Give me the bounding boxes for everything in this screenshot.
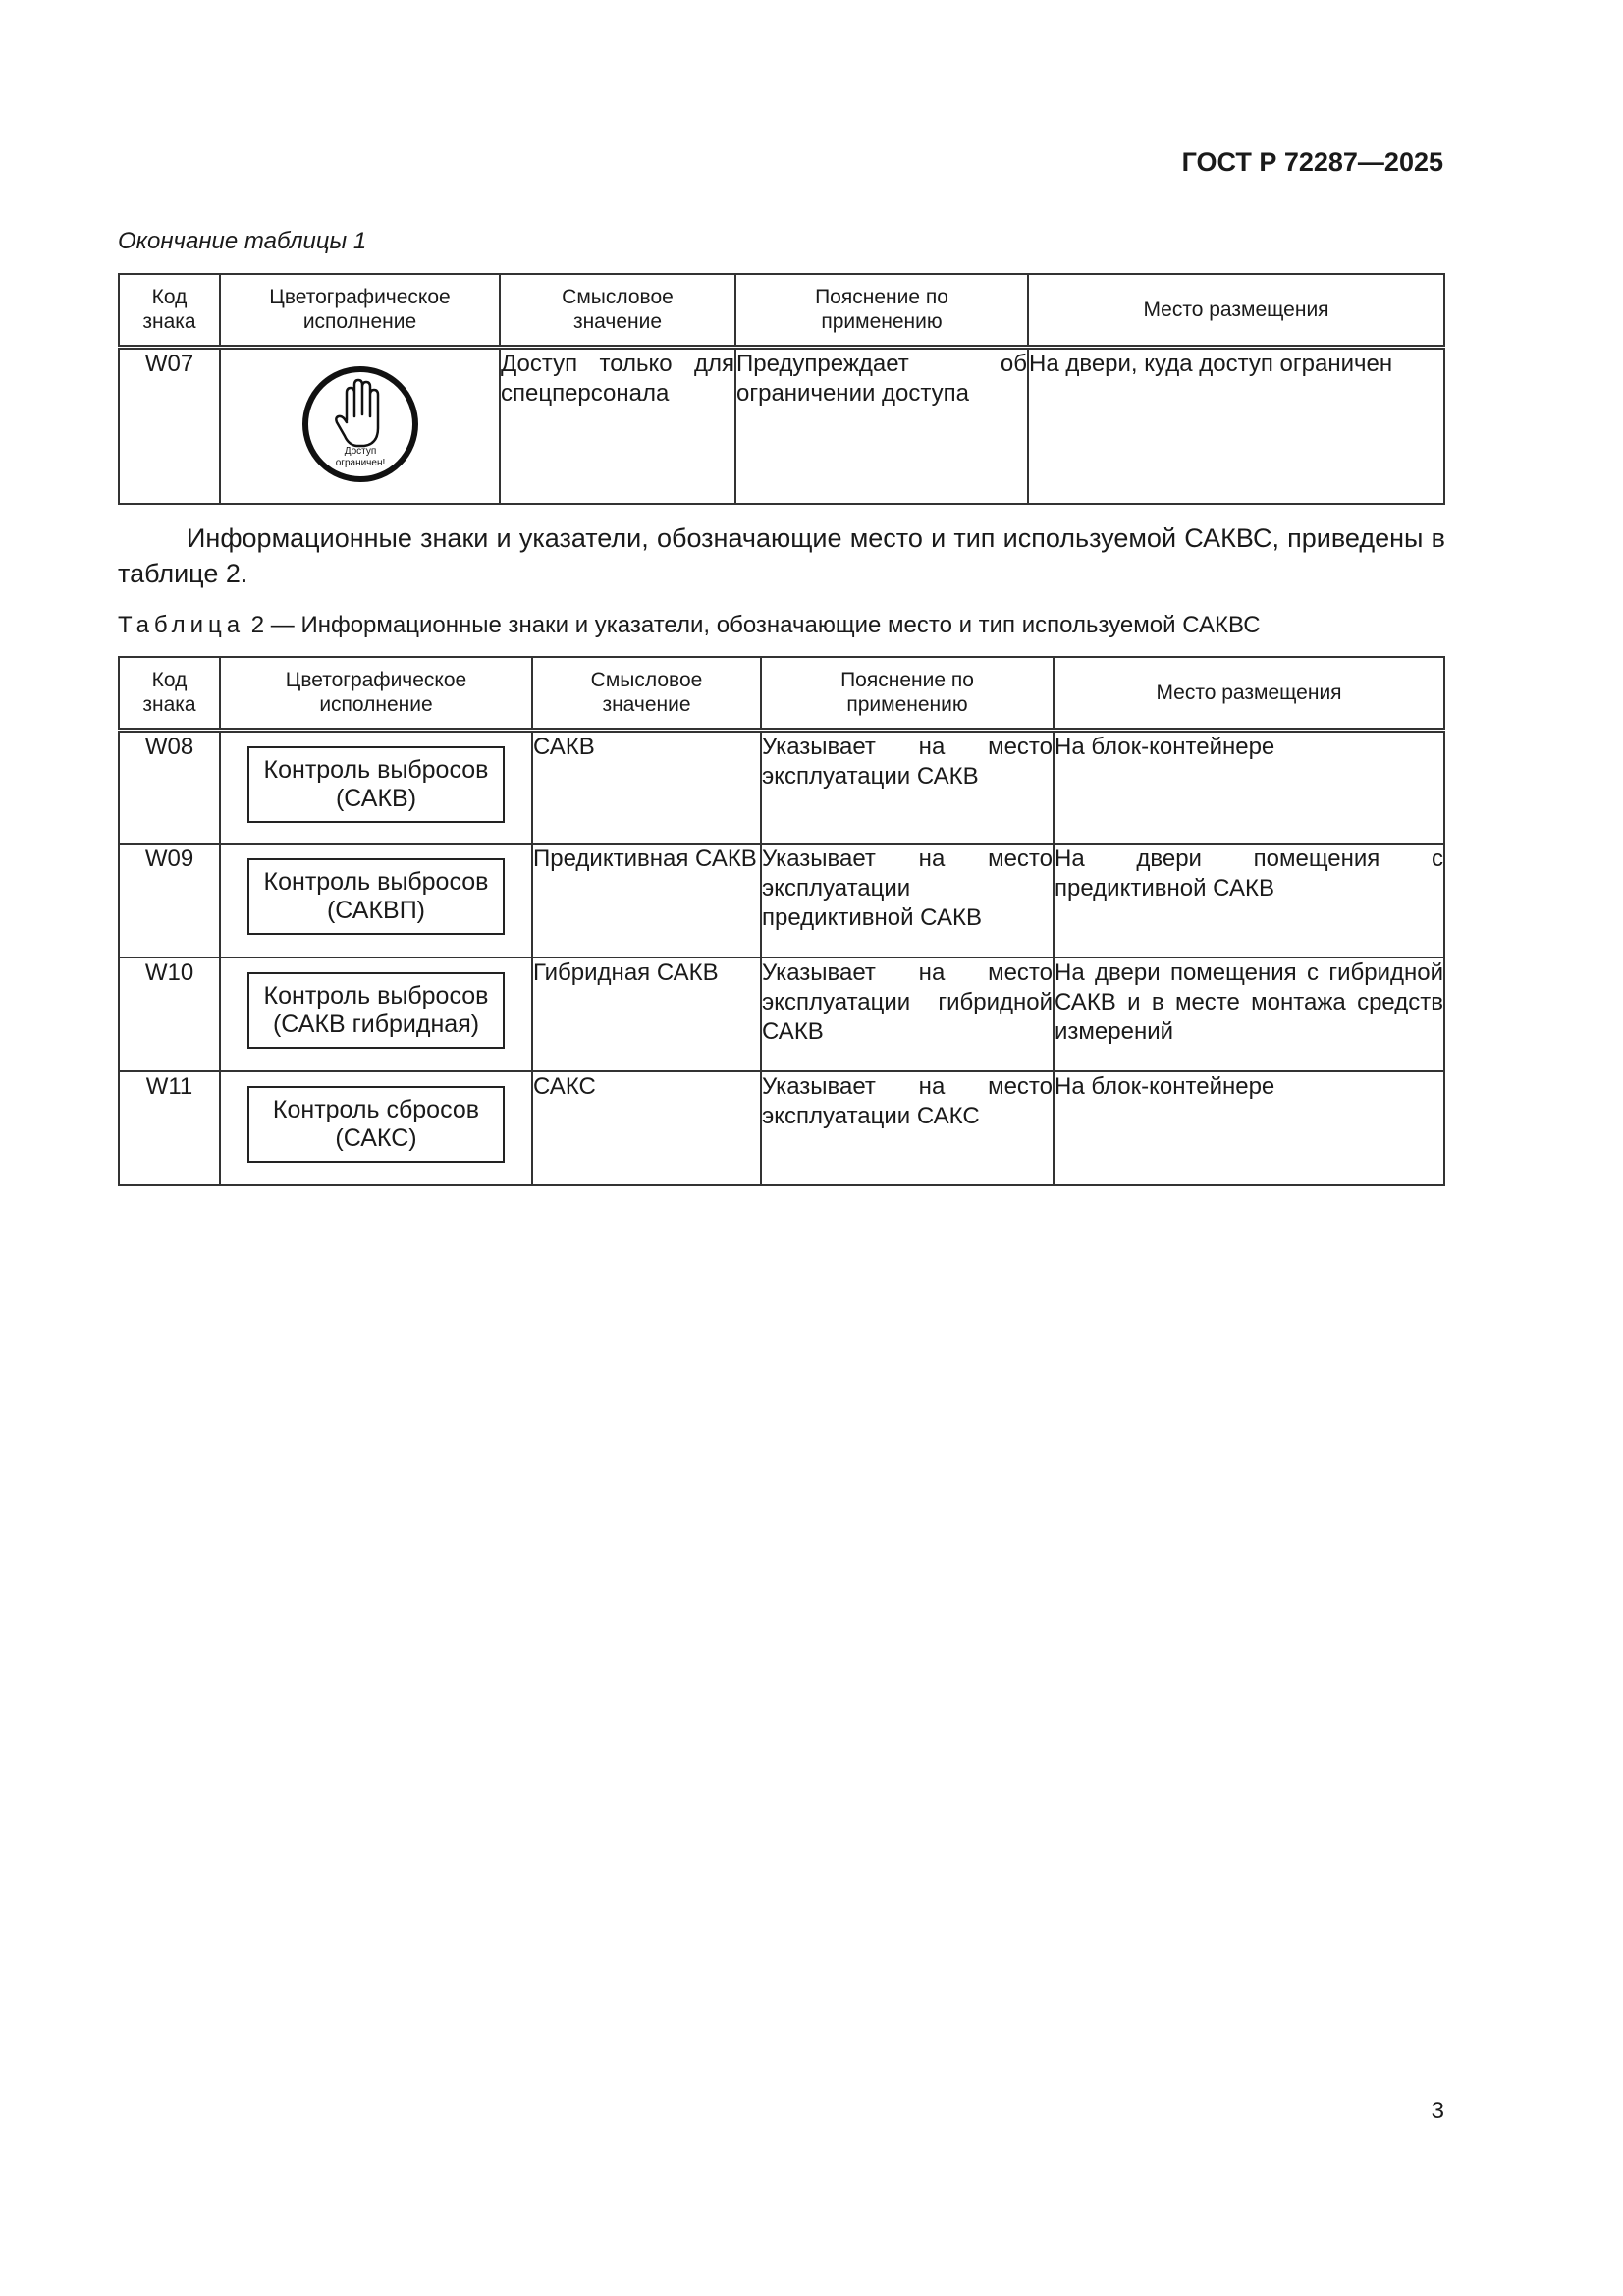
hand-stop-sign [221,350,501,495]
sign-meaning: САКВ [532,730,761,844]
table-header-row [119,657,1444,730]
sign-meaning: САКС [532,1071,761,1185]
table2-caption [118,612,1261,639]
sign-code: W08 [119,730,220,844]
sign-code: W11 [119,1071,220,1185]
sign-explanation: Указывает на место эксплуатации предиктивной САКВ [761,844,1054,957]
table-2 [118,656,1445,1186]
header-graphic [220,274,500,347]
sign-meaning: Гибридная САКВ [532,957,761,1071]
sign-line1: Контроль выбросов [263,982,489,1010]
header-location [1028,274,1444,347]
header-meaning [500,274,735,347]
sign-line2: (САКВП) [326,897,426,924]
table-row [119,844,1444,957]
header-code [119,274,220,347]
sign-meaning: Доступ только для спецперсонала [500,347,735,504]
sign-explanation: Предупреждает об ограничении доступа [735,347,1028,504]
intro-paragraph: Информационные знаки и указатели, обозначающие место и тип используемой САКВС, приведены в таблице 2. [118,523,1445,588]
header-graphic [220,657,532,730]
sign-text-line2: ограничен! [335,457,386,468]
table-row [119,730,1444,844]
sign-location: На двери, куда доступ ограничен [1028,347,1444,504]
sign-graphic-cell [220,1071,532,1185]
sign-graphic-cell [220,730,532,844]
header-graphic-label: Цветографическое исполнение [285,669,467,717]
header-location-label: Место размещения [1156,681,1342,704]
table-header-row [119,274,1444,347]
header-code-label: Код знака [142,669,196,717]
sign-line2: (САКВ) [335,784,417,812]
header-explanation-label: Пояснение по применению [815,286,948,334]
sign-line2: (САКВ гибридная) [272,1011,480,1038]
header-explanation [761,657,1054,730]
page-number: 3 [1431,2098,1444,2124]
table2-caption-text: 2 — Информационные знаки и указатели, обозначающие место и тип используемой САКВС [244,612,1261,638]
header-code-label: Код знака [142,286,196,334]
header-graphic-label: Цветографическое исполнение [269,286,451,334]
sign-code: W09 [119,844,220,957]
sign-line1: Контроль выбросов [263,868,489,896]
header-location-label: Место размещения [1143,298,1329,321]
document-code: ГОСТ Р 72287—2025 [1181,147,1443,177]
sign-text-line1: Доступ [344,445,377,457]
sign-code: W10 [119,957,220,1071]
sign-explanation: Указывает на место эксплуатации САКС [761,1071,1054,1185]
sign-graphic-cell [220,957,532,1071]
sign-line1: Контроль сбросов [272,1096,480,1123]
info-sign-box [247,746,505,823]
sign-location: На блок-контейнере [1054,1071,1444,1185]
table-row [119,347,1444,504]
sign-location: На двери помещения с гибридной САКВ и в месте монтажа средств измерений [1054,957,1444,1071]
sign-line2: (САКС) [335,1124,417,1152]
sign-explanation: Указывает на место эксплуатации гибридной САКВ [761,957,1054,1071]
sign-graphic-cell [220,844,532,957]
info-sign-box [247,972,505,1049]
header-explanation [735,274,1028,347]
header-location [1054,657,1444,730]
sign-code: W07 [119,347,220,504]
sign-location: На двери помещения с предиктивной САКВ [1054,844,1444,957]
table2-caption-prefix: Таблица [118,612,245,638]
table-1 [118,273,1445,505]
sign-meaning: Предиктивная САКВ [532,844,761,957]
sign-explanation: Указывает на место эксплуатации САКВ [761,730,1054,844]
table1-caption: Окончание таблицы 1 [118,228,367,254]
sign-graphic-cell [220,347,500,504]
table-row [119,1071,1444,1185]
header-code [119,657,220,730]
info-sign-box [247,858,505,935]
header-meaning-label: Смысловое значение [590,669,703,717]
sign-location: На блок-контейнере [1054,730,1444,844]
sign-line1: Контроль выбросов [263,755,489,784]
table-row [119,957,1444,1071]
header-meaning-label: Смысловое значение [562,286,674,334]
header-meaning [532,657,761,730]
info-sign-box [247,1086,505,1163]
header-explanation-label: Пояснение по применению [840,669,974,717]
